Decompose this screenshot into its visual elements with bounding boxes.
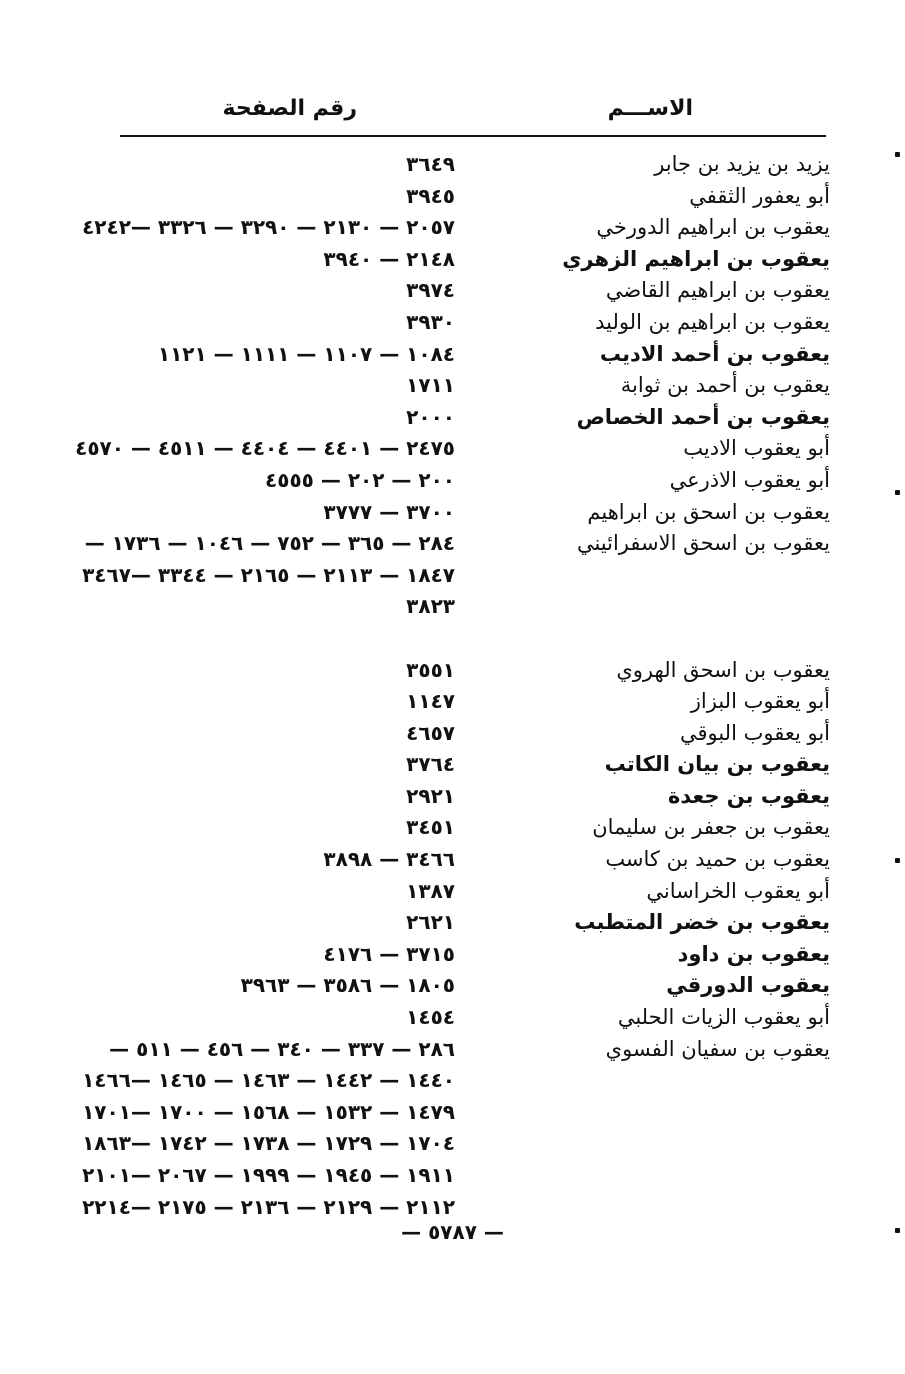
entry-page-numbers: ١١٤٧: [406, 689, 455, 714]
entry-page-numbers: ٣٧١٥ — ٤١٧٦: [323, 941, 455, 966]
index-entry-row: [0, 1002, 905, 1034]
entry-page-numbers: ٢٨٦ — ٣٣٧ — ٣٤٠ — ٤٥٦ — ٥١١ —: [109, 1036, 455, 1061]
entry-page-numbers: ١٤٧٩ — ١٥٣٢ — ١٥٦٨ — ١٧٠٠ —١٧٠١: [82, 1099, 455, 1124]
entry-name: يعقوب الدورقي: [666, 973, 830, 998]
index-entry-row: [0, 970, 905, 1002]
index-entry-row: [0, 181, 905, 213]
index-entry-row: [0, 339, 905, 371]
entry-page-numbers: ١٣٨٧: [406, 878, 455, 903]
entry-name: أبو يعقوب الخراساني: [646, 878, 830, 903]
entry-page-numbers: ١٨٤٧ — ٢١١٣ — ٢١٦٥ — ٣٣٤٤ —٣٤٦٧: [82, 562, 455, 587]
entry-name: يعقوب بن ابراهيم بن الوليد: [595, 309, 830, 334]
index-entry-row: [0, 1128, 905, 1160]
entry-page-numbers: ١٠٨٤ — ١١٠٧ — ١١١١ — ١١٢١: [157, 341, 455, 366]
index-entry-row: [0, 876, 905, 908]
index-entry-row: [0, 307, 905, 339]
entry-page-numbers: ٢٠٥٧ — ٢١٣٠ — ٣٢٩٠ — ٣٣٢٦ —٤٢٤٢: [82, 215, 455, 240]
entry-page-numbers: ٢٠٠ — ٢٠٢ — ٤٥٥٥: [265, 467, 455, 492]
entry-page-numbers: ٣٤٦٦ — ٣٨٩٨: [323, 847, 455, 872]
entry-name: يعقوب بن اسحق الاسفرائيني: [576, 531, 830, 556]
entry-page-numbers: ٢٠٠٠: [406, 404, 455, 429]
index-entry-row: [0, 1034, 905, 1066]
index-entry-row: [0, 1065, 905, 1097]
index-entry-row: [0, 1097, 905, 1129]
entry-page-numbers: ١٨٠٥ — ٣٥٨٦ — ٣٩٦٣: [240, 973, 455, 998]
entry-name: أبو يعقوب الاديب: [683, 436, 830, 461]
index-entry-row: [0, 812, 905, 844]
entry-page-numbers: ٢١٤٨ — ٣٩٤٠: [323, 246, 455, 271]
index-entry-row: [0, 1160, 905, 1192]
margin-mark: [895, 858, 900, 863]
entry-page-numbers: ١٧٠٤ — ١٧٢٩ — ١٧٣٨ — ١٧٤٢ —١٨٦٣: [82, 1131, 455, 1156]
entry-page-numbers: ٣٥٥١: [406, 657, 455, 682]
entry-name: يعقوب بن أحمد الخصاص: [576, 404, 830, 429]
entry-name: يعقوب بن حميد بن كاسب: [605, 847, 830, 872]
entry-page-numbers: ٢١١٢ — ٢١٢٩ — ٢١٣٦ — ٢١٧٥ —٢٢١٤: [82, 1194, 455, 1219]
entry-page-numbers: ٣٦٤٩: [406, 152, 455, 176]
entry-page-numbers: ٢٤٧٥ — ٤٤٠١ — ٤٤٠٤ — ٤٥١١ — ٤٥٧٠: [75, 436, 455, 461]
entry-name: يعقوب بن ابراهيم الدورخي: [596, 215, 830, 240]
entry-page-numbers: ١٧١١: [406, 373, 455, 398]
column-header-page-number: رقم الصفحة: [222, 96, 357, 121]
margin-mark: [895, 490, 900, 495]
entry-name: يعقوب بن اسحق الهروي: [616, 657, 830, 682]
index-entry-row: [0, 149, 905, 181]
index-entry-row: [0, 1192, 905, 1224]
index-entry-row: [0, 907, 905, 939]
index-entry-row: [0, 370, 905, 402]
index-entry-row: [0, 781, 905, 813]
entry-page-numbers: ٣٩٣٠: [406, 309, 455, 334]
entry-page-numbers: ٣٩٧٤: [406, 278, 455, 303]
entry-page-numbers: ٢٦٢١: [406, 910, 455, 935]
margin-mark: [895, 1228, 900, 1233]
entry-page-numbers: ٢٨٤ — ٣٦٥ — ٧٥٢ — ١٠٤٦ — ١٧٣٦ —: [84, 531, 455, 556]
entry-page-numbers: ٣٤٥١: [406, 815, 455, 840]
entry-name: أبو يعقوب الزيات الحلبي: [617, 1005, 830, 1030]
column-header-name: الاســـم: [607, 96, 693, 121]
page-number: — ٥٧٨٧ —: [401, 1220, 504, 1244]
entry-page-numbers: ٣٧٠٠ — ٣٧٧٧: [323, 499, 455, 524]
entry-name: يعقوب بن داود: [677, 941, 830, 966]
entry-name: يعقوب بن ابراهيم الزهري: [562, 246, 830, 271]
entry-name: يعقوب بن جعدة: [667, 783, 830, 808]
entry-page-numbers: ٣٨٢٣: [406, 594, 455, 619]
index-entry-row: [0, 939, 905, 971]
entry-page-numbers: ٢٩٢١: [406, 783, 455, 808]
entry-page-numbers: ١٩١١ — ١٩٤٥ — ١٩٩٩ — ٢٠٦٧ —٢١٠١: [82, 1163, 455, 1187]
index-entry-row: [0, 497, 905, 529]
index-entry-row: [0, 718, 905, 750]
entry-page-numbers: ٤٦٥٧: [406, 720, 455, 745]
entry-name: أبو يعقوب البوقي: [679, 720, 830, 745]
entry-page-numbers: ١٤٤٠ — ١٤٤٢ — ١٤٦٣ — ١٤٦٥ —١٤٦٦: [82, 1068, 455, 1093]
entry-page-numbers: ١٤٥٤: [406, 1005, 455, 1030]
index-entry-row: [0, 212, 905, 244]
index-entry-row: [0, 560, 905, 592]
header-divider: [120, 135, 826, 137]
entry-name: أبو يعقوب البزاز: [690, 689, 830, 714]
index-entry-row: [0, 244, 905, 276]
entry-name: يعقوب بن اسحق بن ابراهيم: [587, 499, 830, 524]
margin-mark: [895, 152, 900, 157]
entry-name: يعقوب بن بيان الكاتب: [604, 752, 830, 777]
entry-name: يعقوب بن جعفر بن سليمان: [592, 815, 830, 840]
entry-page-numbers: ٣٧٦٤: [406, 752, 455, 777]
index-entry-row: [0, 623, 905, 655]
index-entry-row: [0, 591, 905, 623]
index-entry-row: [0, 749, 905, 781]
entry-name: يعقوب بن ابراهيم القاضي: [605, 278, 830, 303]
index-entries: [0, 149, 905, 1223]
index-entry-row: [0, 844, 905, 876]
index-entry-row: [0, 402, 905, 434]
index-entry-row: [0, 686, 905, 718]
index-entry-row: [0, 465, 905, 497]
entry-page-numbers: ٣٩٤٥: [406, 183, 455, 208]
index-entry-row: [0, 275, 905, 307]
entry-name: يعقوب بن أحمد بن ثوابة: [620, 373, 830, 398]
entry-name: أبو يعقوب الاذرعي: [669, 467, 830, 492]
entry-name: أبو يعفور الثقفي: [689, 183, 830, 208]
index-entry-row: [0, 433, 905, 465]
entry-name: يزيد بن يزيد بن جابر: [654, 152, 830, 176]
index-entry-row: [0, 655, 905, 687]
index-entry-row: [0, 528, 905, 560]
entry-name: يعقوب بن أحمد الاديب: [599, 341, 830, 366]
entry-name: يعقوب بن سفيان الفسوي: [605, 1036, 830, 1061]
entry-name: يعقوب بن خضر المتطبب: [574, 910, 830, 935]
